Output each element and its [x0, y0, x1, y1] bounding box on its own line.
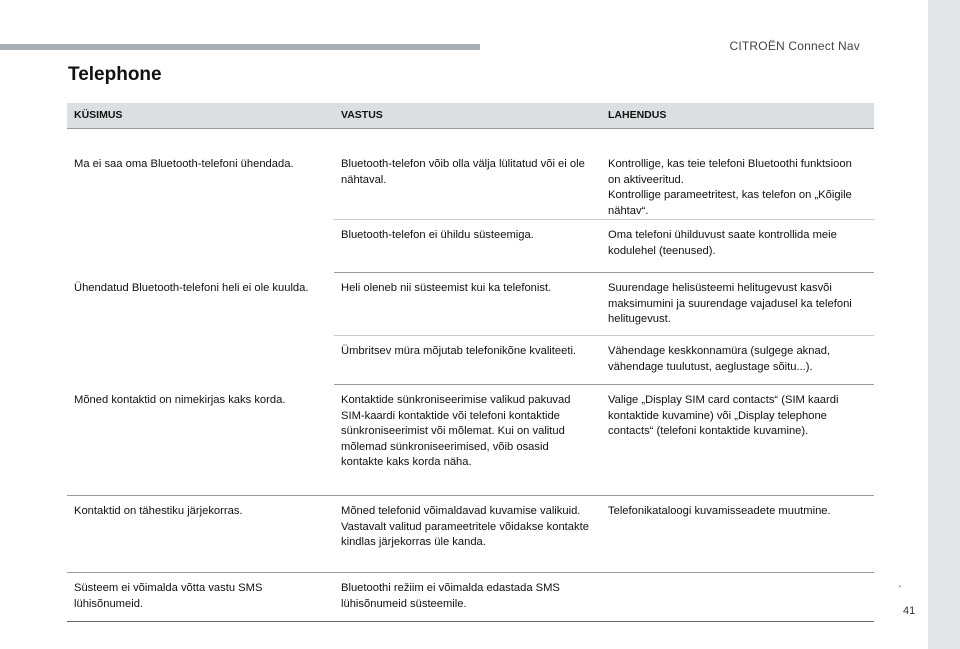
question-cell: Mõned kontaktid on nimekirjas kaks korda.: [67, 385, 334, 496]
question-cell: Kontaktid on tähestiku järjekorras.: [67, 496, 334, 573]
answer-cell: Mõned telefonid võimaldavad kuvamise valikuid. Vastavalt valitud parameetritele võidakse kontakte kindlas järjekorras üle kanda.: [334, 496, 601, 573]
column-header-question: KÜSIMUS: [67, 103, 334, 129]
solution-cell: Telefonikataloogi kuvamisseadete muutmine.: [601, 496, 874, 573]
solution-cell: Valige „Display SIM card contacts“ (SIM kaardi kontaktide kuvamine) või „Display telephone contacts“ (telefoni kontaktide kuvamine).: [601, 385, 874, 496]
question-cell: [67, 273, 334, 385]
table-row: [67, 385, 874, 496]
question-cell: Süsteem ei võimalda võtta vastu SMS lühisõnumeid.: [67, 573, 334, 622]
solution-cell: [601, 573, 874, 622]
question-cell: [67, 129, 334, 273]
table-row: [67, 496, 874, 573]
section-bullet: .: [898, 575, 902, 590]
table-header-row: [67, 103, 874, 129]
answer-cell: Bluetooth-telefon võib olla välja lülitatud või ei ole nähtaval.: [334, 129, 601, 220]
column-header-solution: LAHENDUS: [601, 103, 874, 129]
answer-cell: Heli oleneb nii süsteemist kui ka telefonist.: [334, 273, 601, 336]
page-side-strip: [928, 0, 960, 649]
answer-cell: Ümbritsev müra mõjutab telefonikõne kvaliteeti.: [334, 336, 601, 385]
solution-cell: Kontrollige, kas teie telefoni Bluetoothi funktsioon on aktiveeritud. Kontrollige parameetritest, kas telefon on „Kõigile nähtav“.: [601, 129, 874, 220]
answer-cell: Kontaktide sünkroniseerimise valikud pakuvad SIM-kaardi kontaktide või telefoni kontaktide sünkroniseerimist või mõlemat. Kui on valitud mõlemad sünkroniseerimised, võib osasid kontakte kaks korda näha.: [334, 385, 601, 496]
table-row: [67, 129, 874, 220]
column-header-answer: VASTUS: [334, 103, 601, 129]
brand-label: CITROËN Connect Nav: [729, 39, 860, 53]
solution-cell: Oma telefoni ühilduvust saate kontrollida meie kodulehel (teenused).: [601, 220, 874, 273]
solution-cell: Suurendage helisüsteemi helitugevust kasvõi maksimumini ja suurendage vajadusel ka telefoni helitugevust.: [601, 273, 874, 336]
troubleshooting-table: [67, 103, 874, 622]
page-title: Telephone: [68, 64, 162, 85]
question-text: Ma ei saa oma Bluetooth-telefoni ühendada.: [74, 158, 294, 170]
table-row: [67, 573, 874, 622]
answer-cell: Bluetooth-telefon ei ühildu süsteemiga.: [334, 220, 601, 273]
solution-cell: Vähendage keskkonnamüra (sulgege aknad, vähendage tuulutust, aeglustage sõitu...).: [601, 336, 874, 385]
table-row: [67, 273, 874, 336]
page-number: 41: [903, 605, 916, 617]
question-text: Ühendatud Bluetooth-telefoni heli ei ole kuulda.: [74, 281, 309, 294]
answer-cell: Bluetoothi režiim ei võimalda edastada SMS lühisõnumeid süsteemile.: [334, 573, 601, 622]
header-accent-bar: [0, 44, 480, 50]
